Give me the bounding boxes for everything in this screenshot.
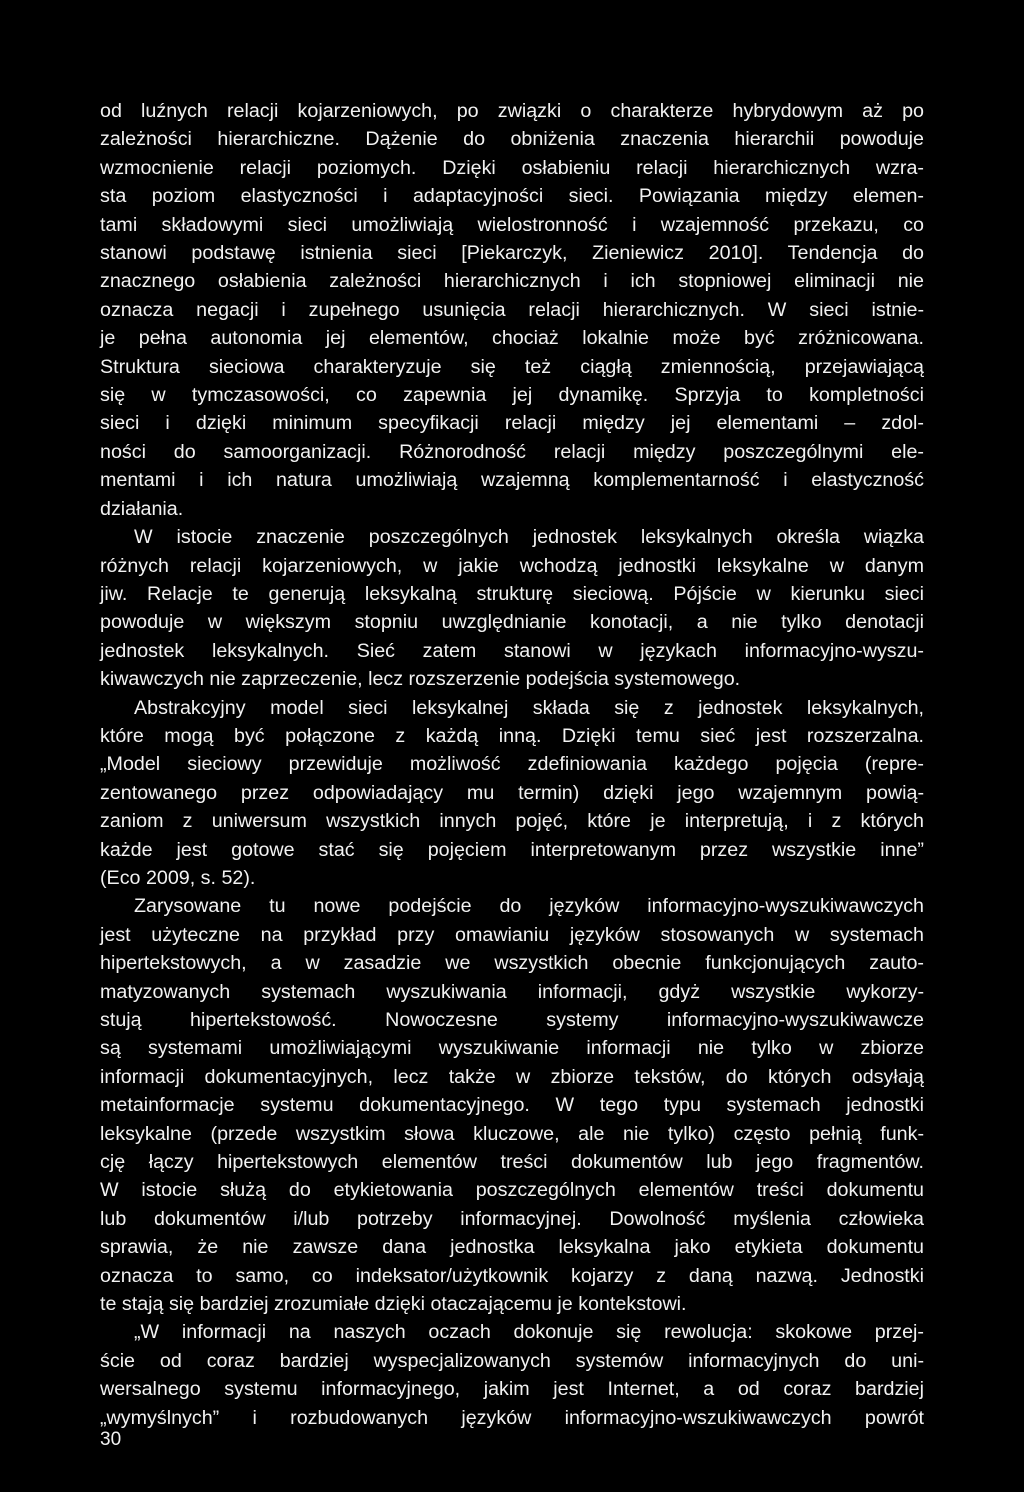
- text-line: Zarysowane tu nowe podejście do języków informacyjno-wyszukiwawczych: [134, 895, 924, 918]
- text-line: oznacza negacji i zupełnego usunięcia relacji hierarchicznych. W sieci istnie-: [100, 298, 924, 321]
- text-line: każde jest gotowe stać się pojęciem interpretowanym przez wszystkie inne”: [100, 838, 924, 861]
- text-line: zentowanego przez odpowiadający mu termin) dzięki jego wzajemnym powią-: [100, 781, 924, 804]
- text-line: „wymyślnych” i rozbudowanych języków informacyjno-wszukiwawczych powrót: [100, 1406, 924, 1429]
- text-line: różnych relacji kojarzeniowych, w jakie wchodzą jednostki leksykalne w danym: [100, 554, 924, 577]
- text-line: się w tymczasowości, co zapewnia jej dynamikę. Sprzyja to kompletności: [100, 384, 924, 407]
- text-line: (Eco 2009, s. 52).: [100, 866, 256, 889]
- text-line: kiwawczych nie zaprzeczenie, lecz rozszerzenie podejścia systemowego.: [100, 668, 741, 691]
- text-line: znacznego osłabienia zależności hierarchicznych i ich stopniowej eliminacji nie: [100, 270, 924, 293]
- text-line: sta poziom elastyczności i adaptacyjności sieci. Powiązania między elemen-: [100, 185, 924, 208]
- text-line: zależności hierarchiczne. Dążenie do obniżenia znaczenia hierarchii powoduje: [100, 128, 924, 151]
- text-line: Struktura sieciowa charakteryzuje się też ciągłą zmiennością, przejawiającą: [100, 355, 924, 378]
- text-line: metainformacje systemu dokumentacyjnego. W tego typu systemach jednostki: [100, 1094, 924, 1117]
- text-line: W istocie znaczenie poszczególnych jednostek leksykalnych określa wiązka: [134, 526, 924, 549]
- text-line: sprawia, że nie zawsze dana jednostka leksykalna jako etykieta dokumentu: [100, 1236, 924, 1259]
- text-line: matyzowanych systemach wyszukiwania informacji, gdyż wszystkie wykorzy-: [100, 980, 924, 1003]
- text-line: je pełna autonomia jej elementów, chociaż lokalnie może być zróżnicowana.: [100, 327, 924, 350]
- text-line: ście od coraz bardziej wyspecjalizowanych systemów informacyjnych do uni-: [100, 1349, 924, 1372]
- text-line: hipertekstowych, a w zasadzie we wszystkich obecnie funkcjonujących zauto-: [100, 952, 924, 975]
- text-line: wzmocnienie relacji poziomych. Dzięki osłabieniu relacji hierarchicznych wzra-: [100, 156, 924, 179]
- text-line: oznacza to samo, co indeksator/użytkownik kojarzy z daną nazwą. Jednostki: [100, 1264, 924, 1287]
- text-line: które mogą być połączone z każdą inną. Dzięki temu sieć jest rozszerzalna.: [100, 724, 924, 747]
- text-line: Abstrakcyjny model sieci leksykalnej składa się z jednostek leksykalnych,: [134, 696, 924, 719]
- text-line: mentami i ich natura umożliwiają wzajemną komplementarność i elastyczność: [100, 469, 924, 492]
- text-line: stują hipertekstowość. Nowoczesne systemy informacyjno-wyszukiwawcze: [100, 1009, 924, 1031]
- text-line: tami składowymi sieci umożliwiają wielostronność i wzajemność przekazu, co: [100, 213, 924, 236]
- text-line: informacji dokumentacyjnych, lecz także w zbiorze tekstów, do których odsyłają: [100, 1065, 924, 1088]
- body-text: [100, 97, 924, 1432]
- page-body: [100, 97, 924, 1432]
- text-line: „Model sieciowy przewiduje możliwość zdefiniowania każdego pojęcia (repre-: [100, 753, 924, 776]
- text-line: leksykalne (przede wszystkim słowa kluczowe, ale nie tylko) często pełnią funk-: [100, 1122, 924, 1145]
- text-line: od luźnych relacji kojarzeniowych, po związki o charakterze hybrydowym aż po: [100, 100, 924, 122]
- text-line: wersalnego systemu informacyjnego, jakim jest Internet, a od coraz bardziej: [100, 1378, 924, 1401]
- text-line: jest użyteczne na przykład przy omawianiu języków stosowanych w systemach: [100, 923, 924, 946]
- text-line: jiw. Relacje te generują leksykalną strukturę sieciową. Pójście w kierunku sieci: [100, 582, 924, 605]
- text-line: cję łączy hipertekstowych elementów treści dokumentów lub jego fragmentów.: [100, 1151, 924, 1174]
- text-line: jednostek leksykalnych. Sieć zatem stanowi w językach informacyjno-wyszu-: [100, 639, 924, 662]
- page-number: 30: [100, 1429, 122, 1450]
- text-line: sieci i dzięki minimum specyfikacji relacji między jej elementami – zdol-: [100, 412, 924, 435]
- text-line: W istocie służą do etykietowania poszczególnych elementów treści dokumentu: [100, 1179, 924, 1202]
- text-line: działania.: [100, 497, 184, 520]
- text-line: stanowi podstawę istnienia sieci [Piekarczyk, Zieniewicz 2010]. Tendencja do: [100, 242, 924, 265]
- text-line: „W informacji na naszych oczach dokonuje się rewolucja: skokowe przej-: [134, 1321, 924, 1344]
- text-line: są systemami umożliwiającymi wyszukiwanie informacji nie tylko w zbiorze: [100, 1037, 924, 1060]
- text-line: powoduje w większym stopniu uwzględnianie konotacji, a nie tylko denotacji: [100, 611, 924, 634]
- text-line: zaniom z uniwersum wszystkich innych pojęć, które je interpretują, i z których: [100, 810, 924, 833]
- text-line: te stają się bardziej zrozumiałe dzięki otaczającemu je kontekstowi.: [100, 1293, 687, 1316]
- text-line: ności do samoorganizacji. Różnorodność relacji między poszczególnymi ele-: [100, 440, 924, 463]
- text-line: lub dokumentów i/lub potrzeby informacyjnej. Dowolność myślenia człowieka: [100, 1207, 924, 1230]
